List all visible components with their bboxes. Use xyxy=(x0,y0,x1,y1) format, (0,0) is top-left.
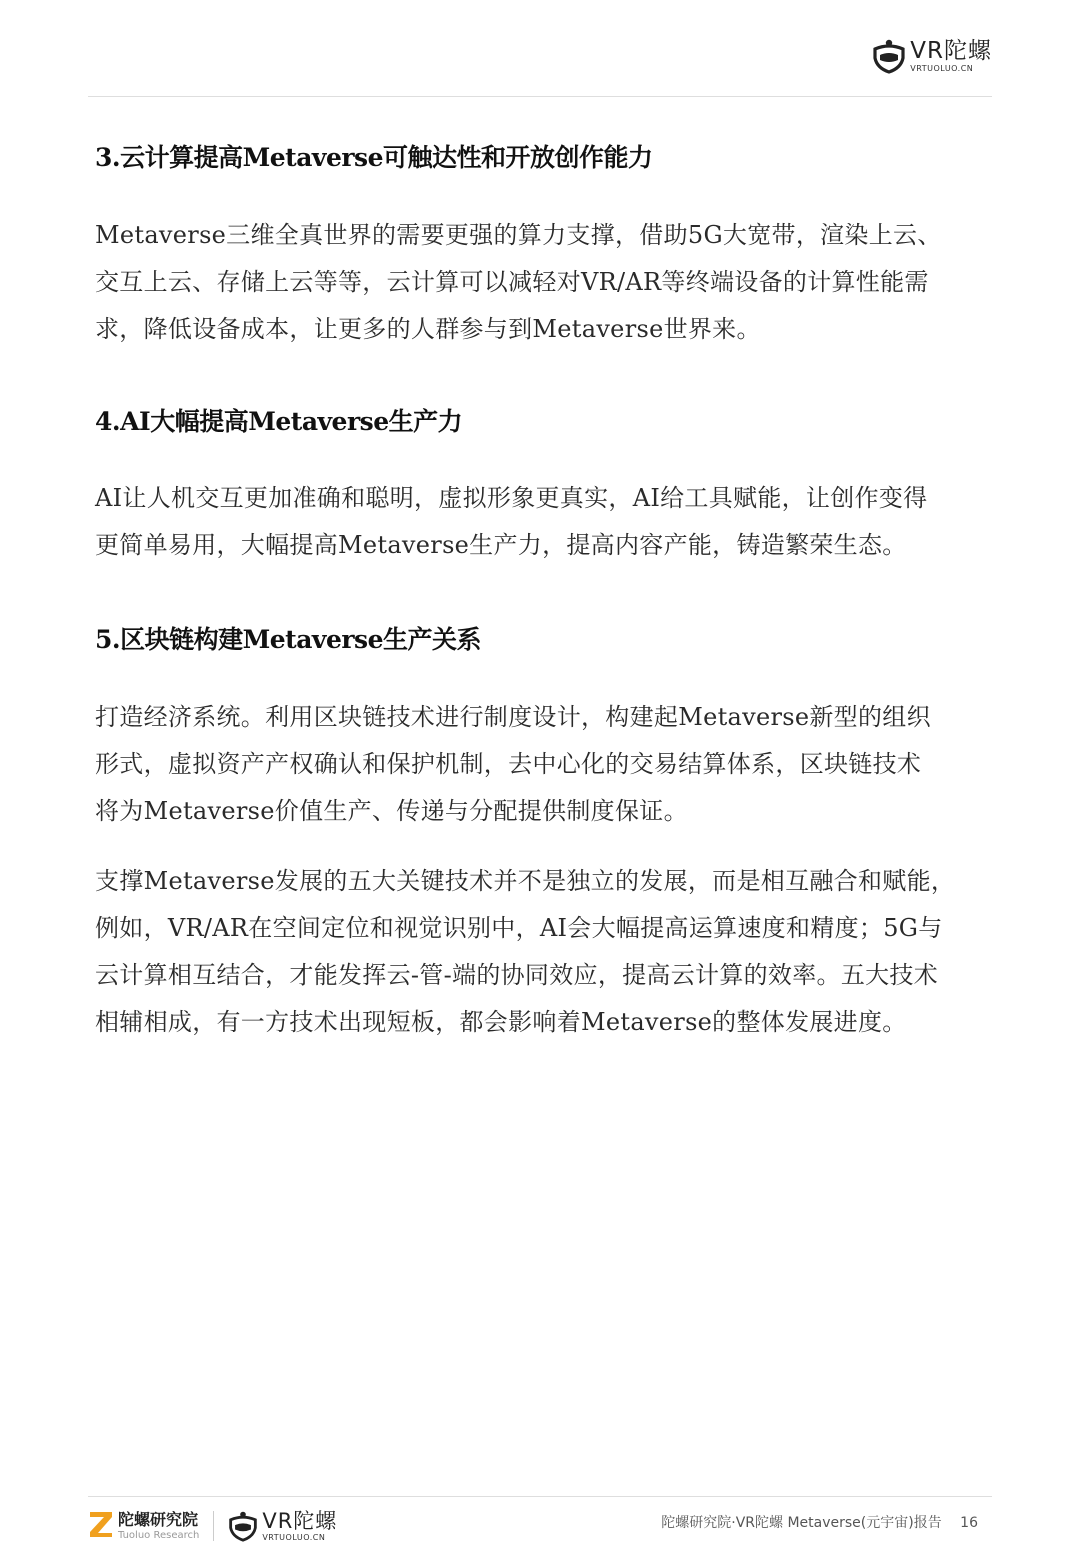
text-line: 求，降低设备成本，让更多的人群参与到Metaverse世界来。 xyxy=(95,315,761,343)
section-heading-cloud: 3.云计算提高Metaverse可触达性和开放创作能力 xyxy=(95,143,653,172)
footer-vr-url: VRTUOLUO.CN xyxy=(262,1532,326,1542)
text-line: 将为Metaverse价值生产、传递与分配提供制度保证。 xyxy=(95,797,688,825)
logo-name: VR陀螺 xyxy=(910,37,992,64)
text-line: 形式，虚拟资产产权确认和保护机制，去中心化的交易结算体系，区块链技术 xyxy=(95,750,922,778)
section-heading-ai: 4.AI大幅提高Metaverse生产力 xyxy=(95,407,463,436)
footer-vr-logo xyxy=(228,1510,337,1542)
research-name: 陀螺研究院 xyxy=(118,1509,199,1529)
page-footer xyxy=(88,1496,992,1560)
research-sub: Tuoluo Research xyxy=(118,1529,200,1541)
paragraph-cloud xyxy=(95,212,942,353)
report-title: 陀螺研究院·VR陀螺 Metaverse(元宇宙)报告 xyxy=(661,1515,942,1531)
logo-url: VRTUOLUO.CN xyxy=(910,63,974,73)
page-header xyxy=(88,0,992,97)
text-line: 相辅相成，有一方技术出现短板，都会影响着Metaverse的整体发展进度。 xyxy=(95,1008,907,1036)
vr-tuoluo-logo xyxy=(872,38,992,74)
tuoluo-research-logo xyxy=(88,1509,199,1543)
text-line: 更简单易用，大幅提高Metaverse生产力，提高内容产能，铸造繁荣生态。 xyxy=(95,531,907,559)
footer-report-info xyxy=(661,1512,978,1532)
text-line: AI让人机交互更加准确和聪明，虚拟形象更真实，AI给工具赋能，让创作变得 xyxy=(95,484,928,512)
z-logo-icon xyxy=(88,1509,114,1543)
helmet-logo-icon xyxy=(872,38,906,74)
paragraph-ai xyxy=(95,475,927,569)
text-line: Metaverse三维全真世界的需要更强的算力支撑，借助5G大宽带，渲染上云、 xyxy=(95,221,942,249)
text-line: 交互上云、存储上云等等，云计算可以减轻对VR/AR等终端设备的计算性能需 xyxy=(95,268,929,296)
footer-logos xyxy=(88,1509,337,1543)
text-line: 打造经济系统。利用区块链技术进行制度设计，构建起Metaverse新型的组织 xyxy=(95,703,931,731)
footer-vr-name: VR陀螺 xyxy=(262,1508,338,1533)
text-line: 云计算相互结合，才能发挥云-管-端的协同效应，提高云计算的效率。五大技术 xyxy=(95,961,939,989)
helmet-logo-icon xyxy=(228,1510,258,1542)
paragraph-blockchain xyxy=(95,694,931,835)
footer-logo-divider xyxy=(213,1511,214,1541)
section-heading-blockchain: 5.区块链构建Metaverse生产关系 xyxy=(95,625,482,654)
paragraph-closing xyxy=(95,858,955,1046)
text-line: 支撑Metaverse发展的五大关键技术并不是独立的发展，而是相互融合和赋能， xyxy=(95,867,956,895)
text-line: 例如，VR/AR在空间定位和视觉识别中，AI会大幅提高运算速度和精度；5G与 xyxy=(95,914,943,942)
page-number: 16 xyxy=(960,1515,978,1531)
